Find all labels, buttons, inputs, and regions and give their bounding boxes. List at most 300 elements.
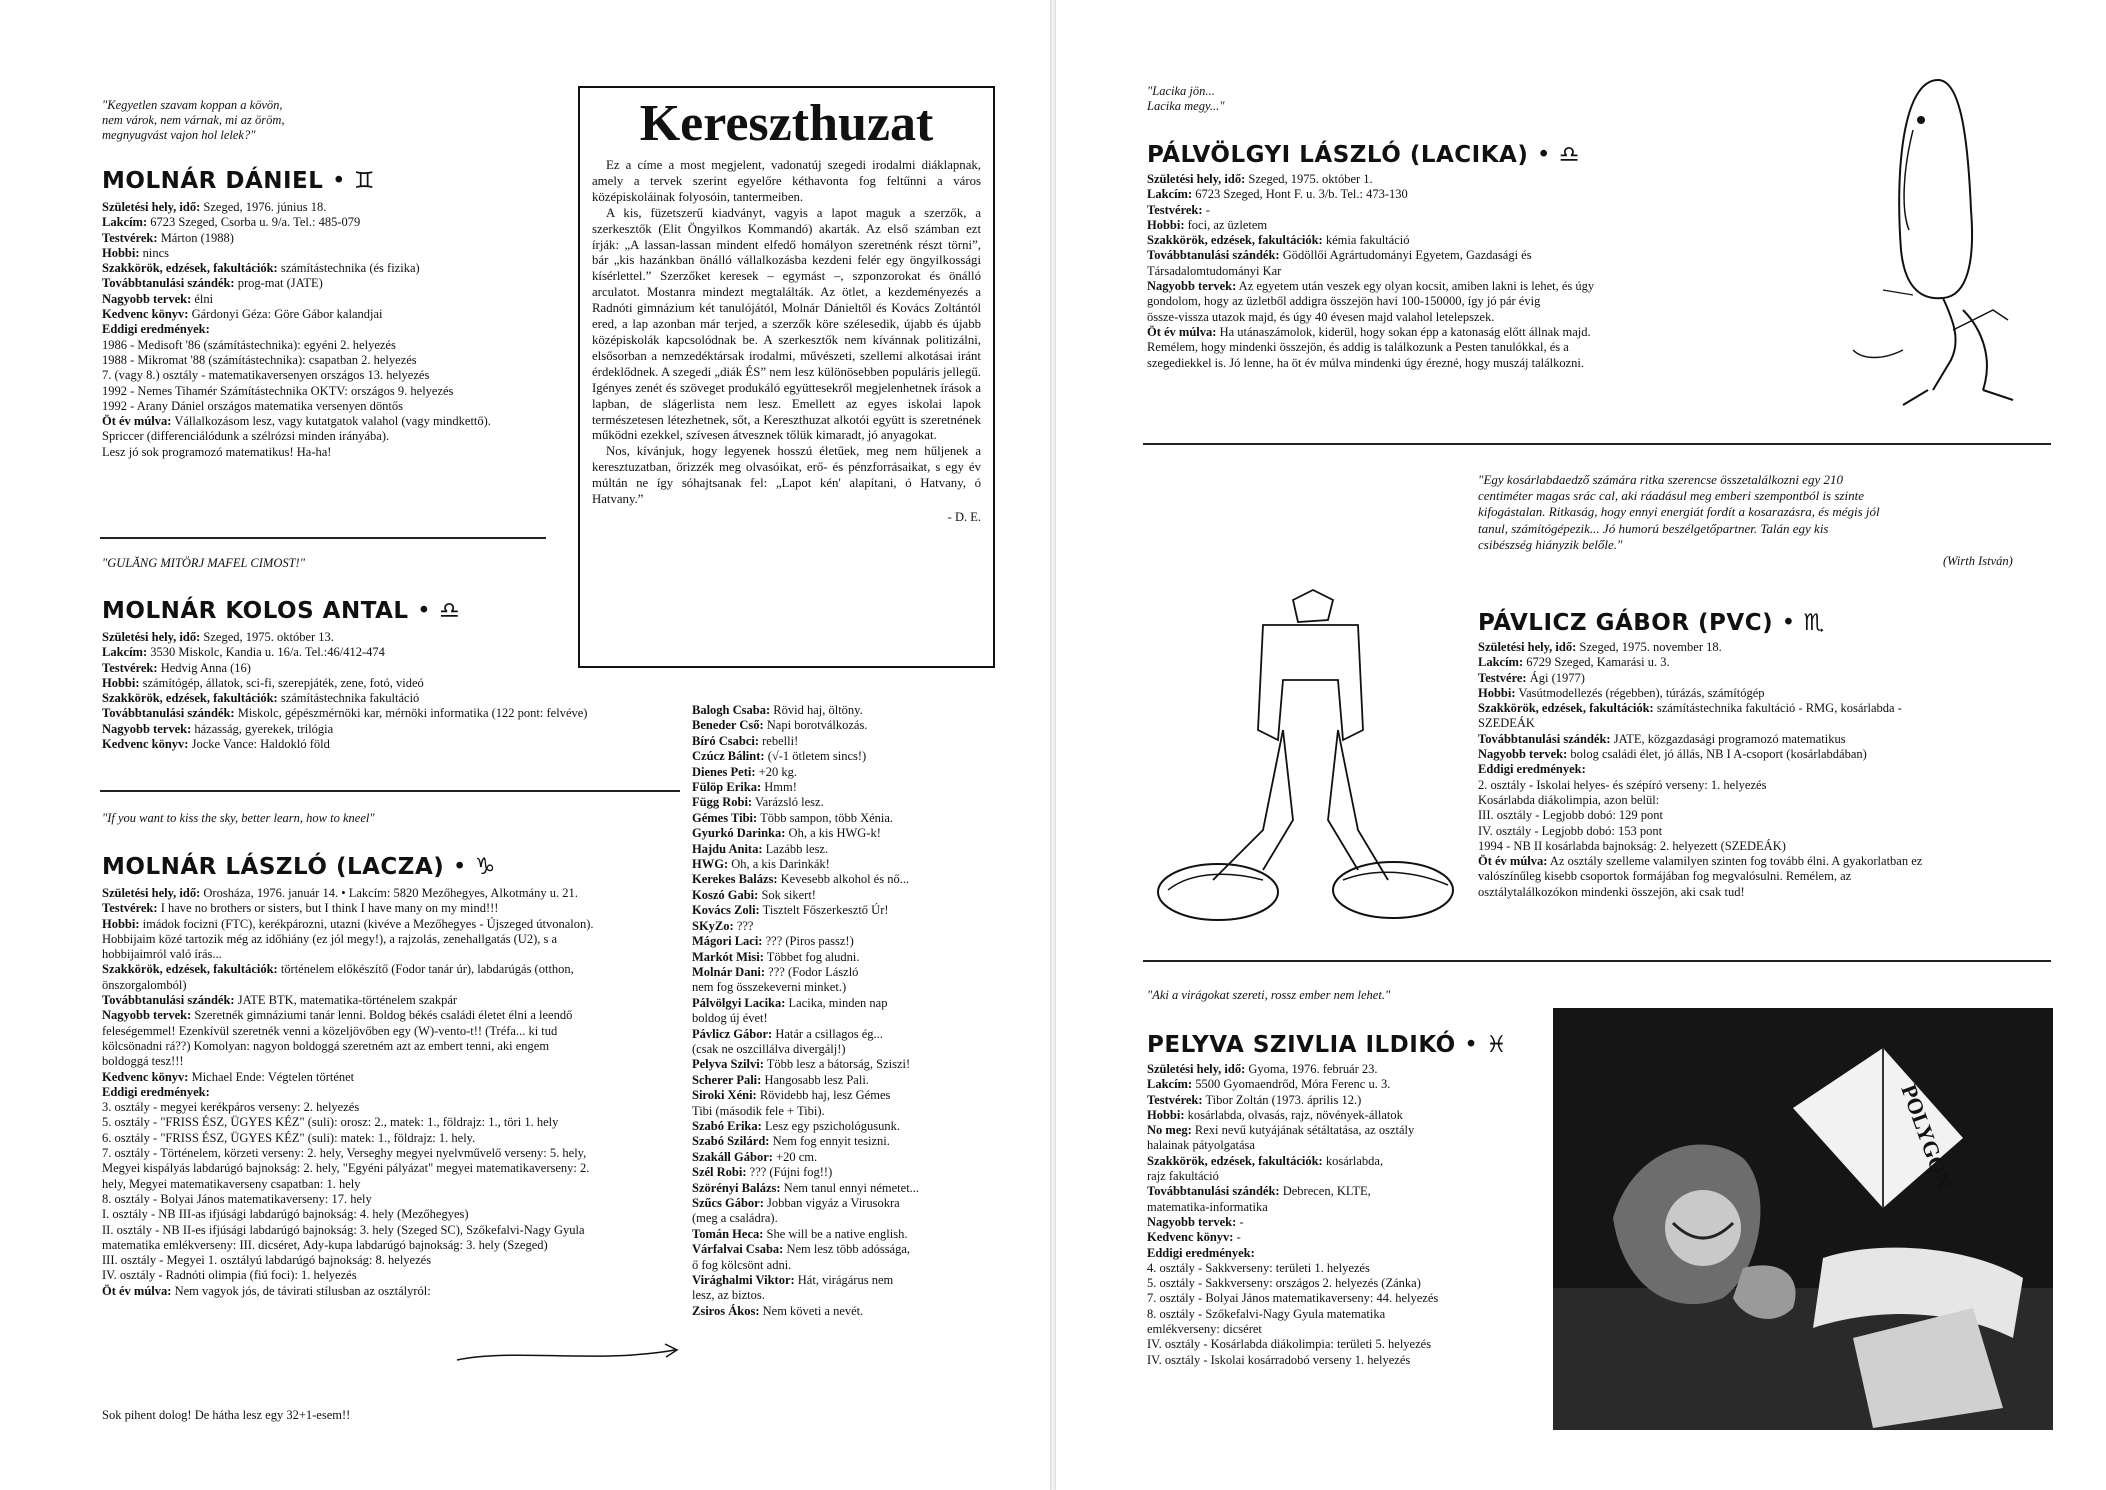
field-row (102, 947, 692, 962)
field-row (102, 1238, 692, 1253)
field-value: matematika-informatika (1147, 1199, 1268, 1214)
field-label: Születési hely, idő: (1147, 1062, 1246, 1076)
field-row (102, 993, 692, 1008)
field-value: Határ a csillagos ég... (775, 1026, 883, 1041)
field-row (692, 1057, 982, 1072)
field-value: Márton (1988) (160, 230, 234, 245)
field-row (1147, 187, 1737, 202)
field-label: Szakáll Gábor: (692, 1149, 773, 1164)
field-label: Fülöp Erika: (692, 780, 762, 795)
field-label: Virághalmi Viktor: (692, 1273, 795, 1288)
field-row (102, 1115, 692, 1130)
field-value: számítástechnika (és fizika) (280, 261, 420, 276)
field-value: IV. osztály - Kosárlabda diákolimpia: területi 5. helyezés (1147, 1337, 1432, 1352)
field-row (102, 1192, 692, 1207)
field-row (692, 1165, 982, 1180)
field-value: imádok focizni (FTC), kerékpározni, utazni (kivéve a Mezőhegyes - Újszeged útvonalon). (142, 916, 594, 931)
field-value: szegediekkel is. Jó lenne, ha öt év múlva mindenki úgy érezné, hogy muszáj találkozni. (1147, 355, 1585, 370)
field-label: Eddigi eredmények: (102, 1084, 210, 1099)
field-value: számítástechnika fakultáció (280, 691, 420, 706)
field-value: 1994 - NB II kosárlabda bajnokság: 2. helyezett (SZEDEÁK) (1478, 838, 1786, 853)
field-row (102, 978, 692, 993)
field-value: Michael Ende: Végtelen történet (191, 1069, 355, 1084)
field-row (692, 1088, 982, 1103)
field-row (102, 901, 692, 916)
field-value: Hobbijaim közé tartozik még az időhiány (ez jól megy!), a rajzolás, zenehallgatás (U2), s a (102, 931, 558, 946)
kereszthuzat-article (578, 86, 995, 668)
field-label: Eddigi eredmények: (1147, 1245, 1255, 1260)
field-label: Lakcím: (1478, 655, 1524, 670)
field-row (1478, 701, 2058, 716)
field-value: I. osztály - NB III-as ifjúsági labdarúgó bajnokság: 4. hely (Mezőhegyes) (102, 1207, 469, 1222)
field-value: foci, az üzletem (1187, 217, 1268, 232)
molnar-laszlo-name: MOLNÁR LÁSZLÓ (LACZA) • ♑ (102, 854, 496, 880)
field-value: ő fog kölcsönt adni. (692, 1257, 792, 1272)
field-label: Molnár Dani: (692, 964, 766, 979)
field-value: lesz, az biztos. (692, 1288, 765, 1303)
field-label: Szél Robi: (692, 1165, 747, 1180)
field-row (692, 980, 982, 995)
field-row (1147, 1246, 1507, 1261)
field-label: Szakkörök, edzések, fakultációk: (1147, 233, 1323, 248)
field-row (1147, 1276, 1507, 1291)
field-label: Czúcz Bálint: (692, 749, 765, 764)
field-value: Megyei kispályás labdarúgó bajnokság: 2. hely, "Egyéni pályázat" megyei matematikaverseny: 2. (102, 1161, 590, 1176)
field-value: III. osztály - Legjobb dobó: 129 pont (1478, 808, 1664, 823)
kereszthuzat-body: Ez a címe a most megjelent, vadonatúj szegedi irodalmi diáklapnak, amely a tervek szerint egyelőre kéthavonta fog feltűnni a város középiskoláinak folyosóin, tantermeiben. A kis, füzetszerű kiadványt, vagyis a lapot maguk a szerzők, a szerkesztők (Elit Öngyilkos Kommandó) akarták. Az első számban ezt írják: „A lassan-lassan mindent elfedő homályon szeretnénk részt törni”, bár „kis hazánkban önálló vállalkozásba kezdeni felér egy öngyilkossági kísérlettel.” Szerzőket keresek – egymást –, szponzorokat és önálló arculatot. Mostanra mindezt megtalálták. Az ötlet, a kezdeményezés a Radnóti gimnázium két tanulójától, Molnár Dánieltől és Kovács Zoltántól ered, a lap azonban már terjed, a szerzők köre szélesedik, újabb és újabb középiskolák kapcsolódnak be. A szerkesztők nem kívánnak politizálni, elsősorban a nemzedéktársak irodalmi, művészeti, szellemi alkotásai iránt érdeklődnek. A szegedi „diák ÉS” nem lesz különösebben populáris jellegű. Igényes zenét és szöveget produkáló együttesekről megjelenhetnek írások a lapban, de slágerlista nem lesz. Emellett az egyes iskolai lapok természetesen létezhetnek, sőt, a Kereszthuzat alkotói együtt is szeretnének működni ezekkel, szívesen átvesznek tőlük kimaradt, jó anyagokat. Nos, kívánjuk, hogy legyenek hosszú életűek, meg nem hűljenek a keresztuzatban, őrizzék meg olvasóikat, erő- és pénzforrásaikat, s egy év múltán ne így sóhajtsanak fel: „Lapot kén' alapítani, ó Hatvany, ó Hatvany.” (592, 158, 981, 507)
field-row (1478, 824, 2058, 839)
field-row (1147, 1337, 1507, 1352)
field-row (1478, 869, 2058, 884)
field-value: IV. osztály - Iskolai kosárradobó verseny 1. helyezés (1147, 1352, 1411, 1367)
field-label: Pálvölgyi Lacika: (692, 995, 786, 1010)
pelyva-quote: "Aki a virágokat szereti, rossz ember nem lehet." (1147, 988, 1391, 1002)
field-value: Miskolc, gépészmérnöki kar, mérnöki informatika (122 pont: felvéve) (237, 706, 588, 721)
field-value: kölcsönadni rá??) Komolyan: nagyon boldoggá szeretném azt az embert tenni, aki engem (102, 1038, 550, 1053)
field-label: Gémes Tibi: (692, 810, 758, 825)
field-value: (meg a családra). (692, 1211, 778, 1226)
field-row (1147, 1200, 1507, 1215)
field-value: boldog új évet! (692, 1011, 768, 1026)
field-label: Testvérek: (1147, 202, 1203, 217)
pavlicz-fields (1478, 640, 2058, 900)
field-label: Kovács Zoli: (692, 903, 760, 918)
field-row (692, 1150, 982, 1165)
field-value: Nem fog ennyit tesizni. (772, 1134, 890, 1149)
field-value: Szeretnék gimnáziumi tanár lenni. Boldog békés családi életet élni a leendő (194, 1008, 573, 1023)
field-value: Gyoma, 1976. február 23. (1248, 1062, 1378, 1076)
field-value: gondolom, hogy az üzletből addigra összejön havi 100-150000, így jó pár évig (1147, 294, 1541, 309)
field-row (1147, 1291, 1507, 1306)
field-row (102, 261, 562, 276)
field-value: halainak pátyolgatása (1147, 1138, 1255, 1153)
field-value: történelem előkészítő (Fodor tanár úr), labdarúgás (otthon, (280, 962, 574, 977)
field-row (1147, 233, 1737, 248)
field-row (1147, 1108, 1507, 1123)
field-row (102, 429, 562, 444)
field-row (1147, 1138, 1507, 1153)
field-label: Születési hely, idő: (102, 630, 201, 644)
field-value: Ha utánaszámolok, kiderül, hogy sokan épp a katonaság előtt állnak majd. (1219, 324, 1591, 339)
field-value: Kevesebb alkohol és nő... (780, 872, 910, 887)
field-label: Pávlicz Gábor: (692, 1026, 773, 1041)
field-row (102, 215, 562, 230)
field-value: Oh, a kis Darinkák! (731, 857, 830, 872)
field-row (1147, 1307, 1507, 1322)
field-label: Szabó Erika: (692, 1118, 762, 1133)
field-row (102, 200, 562, 215)
libra-icon: • ♎ (1536, 142, 1580, 168)
field-label: Koszó Gabi: (692, 887, 759, 902)
pavlicz-quote-author: (Wirth István) (1943, 554, 2013, 568)
field-value: Nem lesz több adóssága, (786, 1242, 911, 1257)
pavlicz-quote: "Egy kosárlabdaedző számára ritka szerencse összetalálkozni egy 210 centiméter magas srác cal, aki ráadásul meg emberi szempontból is szinte kifogástalan. Ritkaság, hogy ennyi energiát fordít a kosarazásra, és mégis jól tanul, számítógépezik... Jó humorú beszélgetőpartner. Talán egy kis csibészség hiányzik belőle." (1478, 472, 1880, 552)
field-row (102, 1268, 692, 1283)
field-row (692, 934, 982, 949)
field-value: rajz fakultáció (1147, 1169, 1219, 1184)
field-row (102, 1131, 692, 1146)
field-label: Scherer Pali: (692, 1072, 762, 1087)
field-label: Szakkörök, edzések, fakultációk: (102, 691, 278, 706)
field-row (692, 857, 982, 872)
field-row (102, 246, 562, 261)
field-row (1147, 1062, 1507, 1077)
field-row (692, 1011, 982, 1026)
molnar-kolos-name: MOLNÁR KOLOS ANTAL • ♎ (102, 598, 461, 624)
field-row (102, 1146, 692, 1161)
field-row (1147, 1322, 1507, 1337)
field-value: Gárdonyi Géza: Göre Gábor kalandjai (191, 307, 383, 322)
field-value: Nem követi a nevét. (762, 1303, 864, 1318)
field-row (1478, 686, 2058, 701)
field-label: Várfalvai Csaba: (692, 1242, 784, 1257)
class-predictions-list (692, 703, 982, 1319)
field-row (1147, 203, 1737, 218)
field-value: Szeged, 1976. június 18. (203, 200, 327, 214)
scorpio-icon: • ♏ (1781, 610, 1825, 636)
field-label: Szörényi Balázs: (692, 1180, 781, 1195)
field-value: Hedvig Anna (16) (160, 660, 251, 675)
field-row (692, 842, 982, 857)
field-row (1147, 279, 1737, 294)
field-row (692, 996, 982, 1011)
field-value: Szeged, 1975. október 13. (203, 630, 334, 644)
field-label: No meg: (1147, 1123, 1192, 1138)
field-row (102, 706, 682, 721)
field-value: Spriccer (differenciálódunk a szélrózsi minden irányába). (102, 429, 390, 444)
field-row (692, 1288, 982, 1303)
field-row (102, 722, 682, 737)
field-label: Öt év múlva: (102, 1283, 172, 1298)
right-page (1053, 0, 2106, 1490)
field-label: Tomán Heca: (692, 1226, 764, 1241)
field-label: Szakkörök, edzések, fakultációk: (102, 261, 278, 276)
field-row (692, 1104, 982, 1119)
field-value: Lesz jó sok programozó matematikus! Ha-ha! (102, 444, 332, 459)
field-label: Kedvenc könyv: (102, 737, 189, 752)
field-value: számítógép, állatok, sci-fi, szerepjáték, zene, fotó, videó (142, 675, 424, 690)
field-label: Születési hely, idő: (1147, 172, 1246, 186)
field-value: 7. osztály - Történelem, körzeti verseny: 2. hely, Verseghy megyei nyelvművelő verseny: 5. hely, (102, 1146, 587, 1161)
book-label: POLYGON (1896, 1081, 1958, 1193)
photo-image (1553, 1008, 2053, 1430)
field-value: Több lesz a bátorság, Sziszi! (766, 1057, 911, 1072)
field-value: kosárlabda, olvasás, rajz, növények-állatok (1187, 1107, 1403, 1122)
field-row (1478, 808, 2058, 823)
field-row (102, 399, 562, 414)
field-value: 1992 - Arany Dániel országos matematika versenyen döntős (102, 398, 403, 413)
kereszthuzat-title: Kereszthuzat (639, 95, 934, 152)
field-value: önszorgalomból) (102, 977, 187, 992)
field-label: HWG: (692, 857, 729, 872)
field-row (692, 811, 982, 826)
field-value: SZEDEÁK (1478, 716, 1535, 731)
field-label: Nagyobb tervek: (102, 721, 192, 736)
field-value: Remélem, hogy mindenki összejön, és addig is találkozunk a Pesten tanulókkal, és a (1147, 340, 1569, 355)
field-row (102, 1100, 692, 1115)
field-row (692, 780, 982, 795)
field-row (692, 903, 982, 918)
field-row (1478, 839, 2058, 854)
field-label: Kedvenc könyv: (102, 307, 189, 322)
field-value: boldoggá tesz!!! (102, 1054, 184, 1069)
pelyva-name: PELYVA SZIVLIA ILDIKÓ • ♓ (1147, 1032, 1508, 1058)
field-label: Nagyobb tervek: (102, 291, 192, 306)
field-label: Testvérek: (1147, 1092, 1203, 1107)
field-label: Hobbi: (1147, 1107, 1185, 1122)
field-label: Lakcím: (102, 215, 148, 230)
field-label: Kerekes Balázs: (692, 872, 778, 887)
field-row (102, 1207, 692, 1222)
field-row (102, 932, 692, 947)
field-value: Rexi nevű kutyájának sétáltatása, az osztály (1194, 1123, 1415, 1138)
field-value: Jocke Vance: Haldokló föld (191, 737, 330, 752)
field-label: Továbbtanulási szándék: (1147, 1184, 1280, 1199)
field-row (692, 872, 982, 887)
field-value: Hát, virágárus nem (797, 1273, 894, 1288)
divider (100, 537, 546, 539)
field-value: Az osztály szelleme valamilyen szinten fog tovább élni. A gyakorlatban ez (1549, 854, 1923, 869)
field-value: Sok sikert! (761, 887, 816, 902)
field-row (1147, 264, 1737, 279)
field-row (102, 307, 562, 322)
field-label: Lakcím: (1147, 187, 1193, 202)
field-value: 6. osztály - "FRISS ÉSZ, ÜGYES KÉZ" (suli): matek: 1., földrajz: 1. hely. (102, 1130, 476, 1145)
field-value: 8. osztály - Szőkefalvi-Nagy Gyula matematika (1147, 1306, 1386, 1321)
field-row (1147, 325, 1737, 340)
field-label: Testvérek: (102, 230, 158, 245)
field-row (102, 1085, 692, 1100)
field-row (1478, 671, 2058, 686)
field-value: 7. osztály - Bolyai János matematikaverseny: 44. helyezés (1147, 1291, 1439, 1306)
field-row (1147, 1230, 1507, 1245)
field-value: IV. osztály - Legjobb dobó: 153 pont (1478, 823, 1663, 838)
field-row (692, 1242, 982, 1257)
field-value: Lazább lesz. (765, 841, 829, 856)
field-value: Nem tanul ennyi németet... (783, 1180, 920, 1195)
field-value: számítástechnika fakultáció - RMG, kosárlabda - (1656, 701, 1902, 716)
field-value: ??? (Fodor László (768, 964, 859, 979)
field-label: Pelyva Szilvi: (692, 1057, 764, 1072)
field-row (102, 231, 562, 246)
field-row (692, 1042, 982, 1057)
field-value: Nem vagyok jós, de távirati stílusban az osztályról: (174, 1283, 431, 1298)
field-row (102, 962, 692, 977)
field-row (102, 1284, 692, 1299)
field-row (692, 1073, 982, 1088)
field-row (1147, 248, 1737, 263)
field-value: ??? (Piros passz!) (765, 934, 854, 949)
field-row (102, 292, 562, 307)
field-row (692, 795, 982, 810)
gemini-icon: • ♊ (331, 168, 375, 194)
field-value: Varázsló lesz. (754, 795, 824, 810)
field-row (692, 1304, 982, 1319)
field-value: 5500 Gyomaendrőd, Móra Ferenc u. 3. (1195, 1077, 1391, 1092)
field-row (102, 1008, 692, 1023)
field-row (1147, 294, 1737, 309)
field-value: II. osztály - NB II-es ifjúsági labdarúgó bajnokság: 3. hely (Szeged SC), Szőkefalvi-Nagy Gyula (102, 1222, 585, 1237)
field-value: feleségemmel! Ezenkívül szeretnék venni a közeljövőben egy (W)-vento-t!! (Tréfa... ki tud (102, 1023, 558, 1038)
capricorn-icon: • ♑ (452, 854, 496, 880)
field-label: Testvére: (1478, 670, 1527, 685)
field-row (692, 888, 982, 903)
field-row (1147, 340, 1737, 355)
field-label: Mágori Laci: (692, 934, 763, 949)
field-value: Tibi (második fele + Tibi). (692, 1103, 825, 1118)
field-value: Több sampon, több Xénia. (760, 810, 894, 825)
field-value: 2. osztály - Iskolai helyes- és szépíró verseny: 1. helyezés (1478, 777, 1767, 792)
field-row (102, 1161, 692, 1176)
field-row (102, 353, 562, 368)
field-label: Testvérek: (102, 660, 158, 675)
field-value: Ági (1977) (1529, 670, 1585, 685)
field-label: Hobbi: (1147, 217, 1185, 232)
field-value: Gödöllői Agrártudományi Egyetem, Gazdasági és (1282, 248, 1532, 263)
field-value: 8. osztály - Bolyai János matematikaverseny: 17. hely (102, 1191, 372, 1206)
field-value: hely, Megyei matematikaverseny csapatban: 1. hely (102, 1176, 361, 1191)
field-row (692, 1134, 982, 1149)
field-row (1147, 1154, 1507, 1169)
field-label: Balogh Csaba: (692, 703, 771, 717)
field-value: (√-1 ötletem sincs!) (767, 749, 867, 764)
field-row (692, 965, 982, 980)
field-value: Lesz egy pszichológusunk. (764, 1118, 900, 1133)
field-label: Hobbi: (1478, 685, 1516, 700)
field-value: Szeged, 1975. október 1. (1248, 172, 1373, 186)
field-row (1478, 778, 2058, 793)
field-value: matematika emlékverseny: III. dicséret, Ady-kupa labdarúgó bajnokság: 3. hely (Szeged) (102, 1237, 548, 1252)
field-value: Orosháza, 1976. január 14. • Lakcím: 5820 Mezőhegyes, Alkotmány u. 21. (203, 886, 578, 900)
field-row (102, 445, 562, 460)
field-label: Bíró Csabci: (692, 733, 760, 748)
arrow-icon (455, 1338, 685, 1368)
field-row (102, 917, 692, 932)
field-label: Nagyobb tervek: (102, 1008, 192, 1023)
field-label: Dienes Peti: (692, 764, 756, 779)
palvolgyi-name: PÁLVÖLGYI LÁSZLÓ (LACIKA) • ♎ (1147, 142, 1580, 168)
field-value: Kosárlabda diákolimpia, azon belül: (1478, 792, 1660, 807)
field-row (1147, 1169, 1507, 1184)
field-row (692, 1211, 982, 1226)
field-row (692, 749, 982, 764)
field-label: Szakkörök, edzések, fakultációk: (1478, 701, 1654, 716)
field-row (692, 1119, 982, 1134)
field-row (1478, 793, 2058, 808)
field-row (1478, 655, 2058, 670)
field-row (102, 368, 562, 383)
field-label: Öt év múlva: (102, 414, 172, 429)
field-label: Születési hely, idő: (102, 886, 201, 900)
field-row (692, 734, 982, 749)
field-value: III. osztály - Megyei 1. osztályú labdarúgó bajnokság: 8. helyezés (102, 1253, 432, 1268)
field-label: Továbbtanulási szándék: (1147, 248, 1280, 263)
field-row (1147, 310, 1737, 325)
field-label: Beneder Cső: (692, 718, 764, 733)
field-row (692, 919, 982, 934)
field-label: Továbbtanulási szándék: (102, 993, 235, 1008)
field-label: Kedvenc könyv: (1147, 1230, 1234, 1245)
field-label: Hobbi: (102, 675, 140, 690)
field-label: Nagyobb tervek: (1147, 1214, 1237, 1229)
molnar-kolos-quote: "GULĂNG MITÖRJ MAFEL CIMOST!" (102, 556, 305, 570)
field-row (692, 1027, 982, 1042)
field-value: (csak ne oszcillálva divergálj!) (692, 1041, 846, 1056)
field-row (102, 414, 562, 429)
field-row (102, 322, 562, 337)
molnar-laszlo-footer: Sok pihent dolog! De hátha lesz egy 32+1-esem!! (102, 1408, 351, 1422)
field-row (102, 1070, 692, 1085)
field-value: Oh, a kis HWG-k! (788, 826, 881, 841)
pelyva-photo (1553, 1008, 2053, 1430)
molnar-laszlo-fields (102, 886, 692, 1299)
field-value: Többet fog aludni. (766, 949, 860, 964)
libra-icon: • ♎ (417, 598, 461, 624)
field-value: 1988 - Mikromat '88 (számítástechnika): csapatban 2. helyezés (102, 352, 417, 367)
field-value: 3530 Miskolc, Kandia u. 16/a. Tel.:46/412-474 (150, 645, 385, 660)
field-row (1147, 172, 1737, 187)
field-value: +20 kg. (758, 764, 797, 779)
field-row (1147, 1184, 1507, 1199)
field-row (102, 1223, 692, 1238)
field-value: Hmm! (764, 780, 797, 795)
field-value: Hangosabb lesz Pali. (764, 1072, 869, 1087)
field-row (692, 1196, 982, 1211)
field-label: Nagyobb tervek: (1478, 747, 1568, 762)
field-row (1147, 1215, 1507, 1230)
divider (100, 790, 680, 792)
field-label: Továbbtanulási szándék: (102, 706, 235, 721)
field-label: Szabó Szilárd: (692, 1134, 770, 1149)
field-value: +20 cm. (776, 1149, 818, 1164)
field-row (692, 826, 982, 841)
field-row (102, 886, 692, 901)
field-row (692, 1227, 982, 1242)
field-row (1478, 640, 2058, 655)
field-row (692, 703, 982, 718)
field-label: Születési hely, idő: (102, 200, 201, 214)
field-row (1147, 1093, 1507, 1108)
field-row (1478, 747, 2058, 762)
field-value: Lacika, minden nap (788, 995, 888, 1010)
field-row (102, 384, 562, 399)
field-value: 5. osztály - Sakkverseny: országos 2. helyezés (Zánka) (1147, 1276, 1421, 1291)
field-value: hobbijaimról való írás... (102, 947, 222, 962)
field-row (692, 950, 982, 965)
field-value: prog-mat (JATE) (237, 276, 323, 291)
field-value: 6723 Szeged, Hont F. u. 3/b. Tel.: 473-130 (1195, 187, 1408, 202)
field-value: JATE, közgazdasági programozó matematikus (1613, 731, 1846, 746)
